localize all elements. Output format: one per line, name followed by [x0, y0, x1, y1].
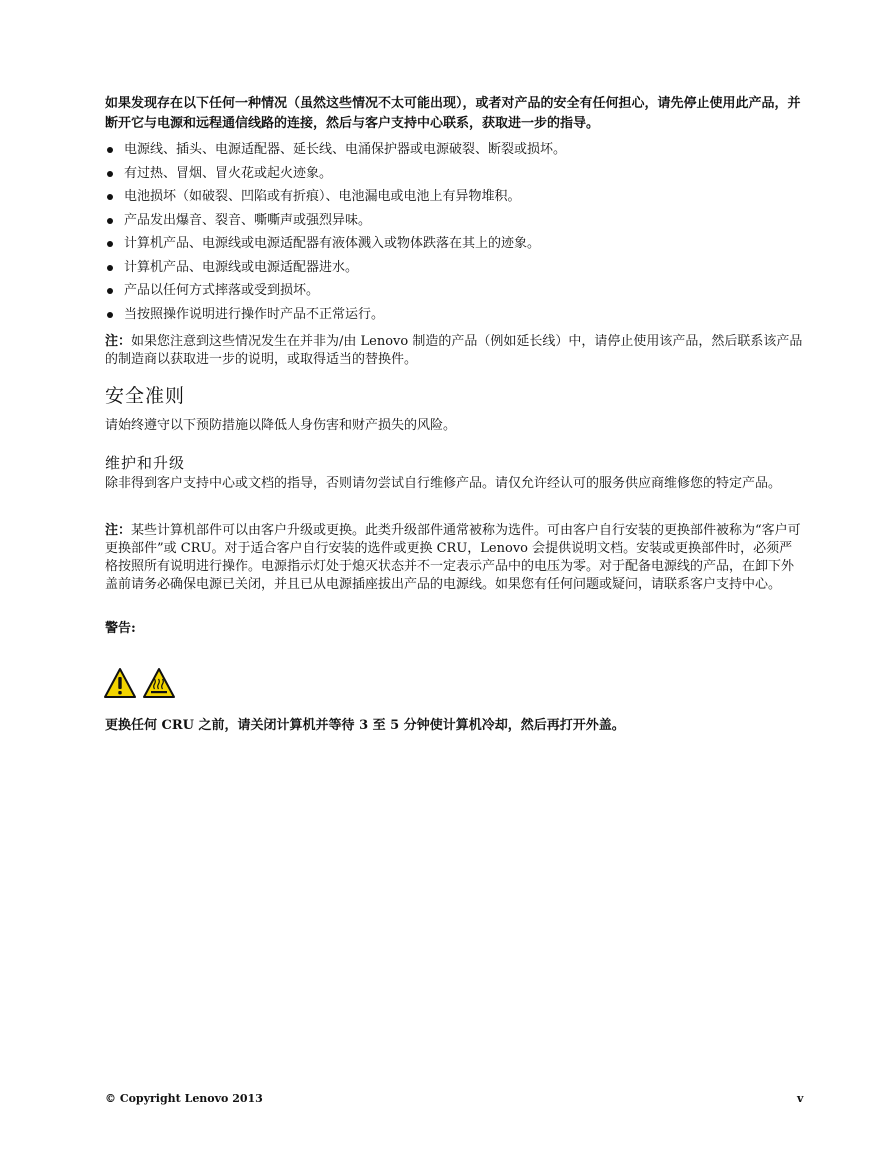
- section-intro: 请始终遵守以下预防措施以降低人身伤害和财产损失的风险。: [105, 418, 457, 433]
- list-item-text: 当按照操作说明进行操作时产品不正常运行。: [124, 306, 385, 322]
- warning-label: 警告:: [105, 621, 136, 636]
- bullet-icon: [107, 241, 113, 247]
- note-paragraph: [105, 333, 805, 369]
- note-label: 注：: [105, 334, 132, 349]
- hot-surface-icon: [142, 667, 176, 699]
- list-item: [105, 185, 805, 209]
- note-paragraph: [105, 522, 805, 594]
- bullet-icon: [107, 288, 113, 294]
- list-item-text: 产品以任何方式摔落或受到损坏。: [124, 283, 320, 298]
- bullet-icon: [107, 171, 113, 177]
- list-item: [105, 209, 805, 233]
- list-item-text: 电源线、插头、电源适配器、延长线、电涌保护器或电源破裂、断裂或损坏。: [124, 142, 567, 157]
- page-number: v: [797, 1092, 804, 1105]
- list-item: [105, 256, 805, 280]
- section-title: 安全准则: [105, 385, 186, 407]
- bullet-icon: [107, 218, 113, 224]
- intro-paragraph: 如果发现存在以下任何一种情况（虽然这些情况不太可能出现），或者对产品的安全有任何担心，请先停止使用此产品，并断开它与电源和远程通信线路的连接，然后与客户支持中心联系，获取进一步的指导。: [105, 96, 801, 131]
- list-item-text: 计算机产品、电源线或电源适配器进水。: [124, 259, 359, 275]
- note-text: 如果您注意到这些情况发生在并非为/由 Lenovo 制造的产品（例如延长线）中，请停止使用该产品，然后联系该产品的制造商以获取进一步的说明，或取得适当的替换件。: [105, 334, 803, 367]
- bullet-icon: [107, 265, 113, 271]
- list-item: [105, 303, 805, 327]
- list-item-text: 电池损坏（如破裂、凹陷或有折痕）、电池漏电或电池上有异物堆积。: [124, 189, 521, 204]
- list-item: [105, 232, 805, 256]
- list-item: [105, 279, 805, 303]
- maintenance-paragraph: 除非得到客户支持中心或文档的指导，否则请勿尝试自行维修产品。请仅允许经认可的服务供应商维修您的特定产品。: [105, 476, 782, 491]
- caution-triangle-icon: [103, 667, 137, 699]
- list-item-text: 计算机产品、电源线或电源适配器有液体溅入或物体跌落在其上的迹象。: [124, 236, 541, 251]
- list-item-text: 产品发出爆音、裂音、嘶嘶声或强烈异味。: [124, 212, 372, 228]
- list-item: [105, 162, 805, 186]
- subsection-title: 维护和升级: [105, 454, 186, 472]
- bullet-icon: [107, 147, 113, 153]
- note-label: 注：: [105, 523, 132, 538]
- list-item-text: 有过热、冒烟、冒火花或起火迹象。: [124, 165, 333, 181]
- copyright-notice: © Copyright Lenovo 2013: [105, 1092, 263, 1105]
- bullet-icon: [107, 312, 113, 318]
- warning-text: 更换任何 CRU 之前，请关闭计算机并等待 3 至 5 分钟使计算机冷却，然后再打开外盖。: [105, 718, 625, 733]
- warning-icons: [103, 667, 177, 699]
- note-text: 某些计算机部件可以由客户升级或更换。此类升级部件通常被称为选件。可由客户自行安装的更换部件被称为“客户可更换部件”或 CRU。对于适合客户自行安装的选件或更换 CRU，Lenovo 会提供说明文档。安装或更换部件时，必须严格按照所有说明进行操作。电源指示灯处于熄灭状态并不一定表示产品中的电压为零。对于配备电源线的产品，在卸下外盖前请务必确保电源已关闭，并且已从电源插座拔出产品的电源线。如果您有任何问题或疑问，请联系客户支持中心。: [105, 523, 801, 592]
- hazard-list: [105, 138, 805, 326]
- bullet-icon: [107, 194, 113, 200]
- list-item: [105, 138, 805, 162]
